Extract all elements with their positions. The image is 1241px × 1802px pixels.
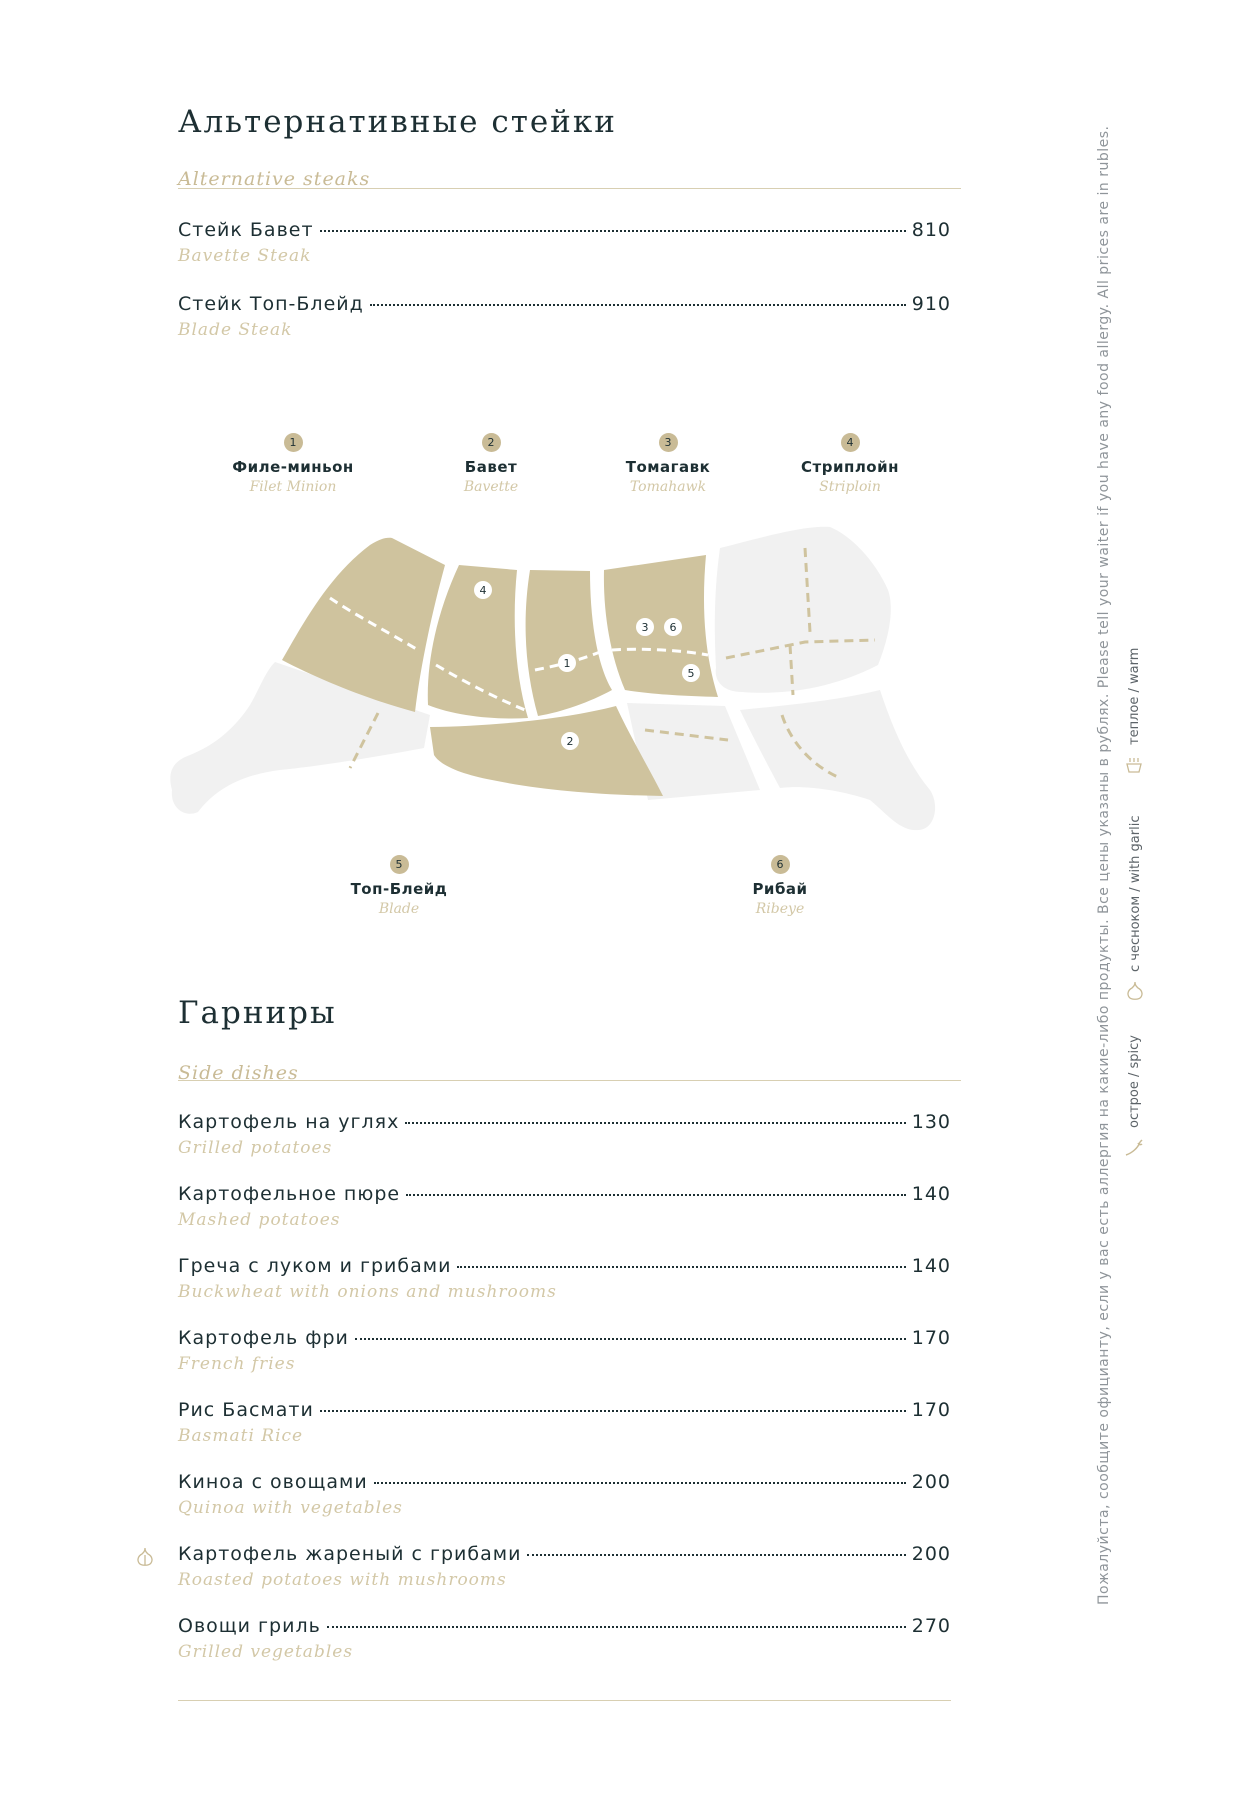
dot-leader (327, 1626, 906, 1628)
cut-label-blade (299, 853, 499, 917)
cut-name: Томагавк (625, 458, 711, 476)
section-subtitle-alt-steaks: Alternative steaks (178, 168, 371, 190)
menu-item-price: 810 (911, 219, 951, 241)
hind-leg-region (740, 690, 935, 830)
cut-name: Филе-миньон (232, 458, 354, 476)
cut-name-en: Bavette (463, 479, 519, 495)
menu-item-price: 910 (911, 293, 951, 315)
cut-number-badge: 1 (284, 433, 303, 452)
menu-item-price: 200 (911, 1471, 951, 1493)
dot-leader (527, 1554, 905, 1556)
dot-leader (374, 1482, 906, 1484)
cut-name-en: Striploin (819, 479, 881, 495)
menu-item (178, 1327, 951, 1374)
section-title-alt-steaks: Альтернативные стейки (178, 104, 617, 140)
menu-item-price: 200 (911, 1543, 951, 1565)
svg-text:5: 5 (687, 667, 695, 680)
menu-item-name: Картофель фри (178, 1327, 349, 1349)
menu-item-name: Картофель жареный с грибами (178, 1543, 522, 1565)
svg-text:4: 4 (479, 584, 487, 597)
menu-item-name: Картофельное пюре (178, 1183, 401, 1205)
svg-text:1: 1 (563, 657, 571, 670)
menu-item (178, 1399, 951, 1446)
bavette-region (430, 706, 663, 796)
cut-marker (636, 618, 654, 636)
cut-number-badge: 2 (482, 433, 501, 452)
legend-spicy-label: острое / spicy (1126, 1035, 1142, 1128)
cut-marker (682, 664, 700, 682)
section-title-sides: Гарниры (178, 995, 337, 1031)
menu-item (178, 1111, 951, 1158)
menu-item-price: 170 (911, 1399, 951, 1421)
menu-item-price: 270 (911, 1615, 951, 1637)
cut-name: Бавет (464, 458, 518, 476)
cut-number-badge: 3 (659, 433, 678, 452)
menu-item-translation: Quinoa with vegetables (178, 1498, 403, 1518)
legend-spicy (1125, 1035, 1143, 1158)
legend-warm (1125, 648, 1143, 775)
dot-leader (370, 304, 906, 306)
menu-item (178, 1471, 951, 1518)
legend-warm-label: теплое / warm (1126, 647, 1142, 745)
menu-item-translation: French fries (178, 1354, 296, 1374)
chili-pepper-icon (1124, 1139, 1144, 1157)
divider (178, 1700, 951, 1701)
cut-label-tomahawk (568, 431, 768, 495)
menu-item (178, 1615, 951, 1662)
divider (178, 188, 961, 189)
loin-region (526, 570, 612, 716)
legend-garlic-label: с чесноком / with garlic (1127, 815, 1143, 972)
divider (178, 1080, 961, 1081)
svg-text:3: 3 (641, 621, 649, 634)
dot-leader (320, 1410, 906, 1412)
garlic-icon (1126, 981, 1144, 1001)
dot-leader (457, 1266, 905, 1268)
section-subtitle-sides: Side dishes (178, 1062, 299, 1084)
menu-item-translation: Buckwheat with onions and mushrooms (178, 1282, 557, 1302)
cut-name-en: Blade (378, 901, 420, 917)
menu-item-translation: Blade Steak (178, 320, 293, 340)
cut-name: Стриплойн (801, 458, 899, 476)
cut-label-filet (193, 431, 393, 495)
cut-marker (561, 732, 579, 750)
menu-item-name: Стейк Топ-Блейд (178, 293, 364, 315)
allergy-notice: Пожалуйста, сообщите официанту, если у вас есть аллергия на какие-либо продукты. Все цены указаны в рублях. Please tell your waiter if you have any food allergy. All prices are in rubles. (1096, 125, 1112, 1605)
cut-name: Рибай (752, 880, 808, 898)
svg-text:2: 2 (566, 735, 574, 748)
menu-item-name: Греча с луком и грибами (178, 1255, 452, 1277)
menu-item-translation: Grilled vegetables (178, 1642, 354, 1662)
menu-item-price: 140 (911, 1183, 951, 1205)
warm-icon (1124, 756, 1144, 774)
menu-item (178, 1183, 951, 1230)
menu-item-price: 170 (911, 1327, 951, 1349)
menu-item-translation: Bavette Steak (178, 246, 312, 266)
menu-item-name: Овощи гриль (178, 1615, 321, 1637)
menu-item (178, 1255, 951, 1302)
menu-item-name: Картофель на углях (178, 1111, 400, 1133)
menu-item (178, 293, 951, 340)
menu-item-translation: Mashed potatoes (178, 1210, 341, 1230)
rump-region (715, 527, 891, 693)
cut-label-striploin (750, 431, 950, 495)
cut-label-bavette (391, 431, 591, 495)
cut-label-ribeye (680, 853, 880, 917)
cut-number-badge: 4 (841, 433, 860, 452)
menu-item (178, 219, 951, 266)
cut-name-en: Ribeye (755, 901, 805, 917)
menu-item-name: Стейк Бавет (178, 219, 314, 241)
cut-name-en: Filet Minion (249, 479, 337, 495)
dot-leader (355, 1338, 906, 1340)
sirloin-region (604, 555, 718, 697)
dot-leader (405, 1122, 905, 1124)
beef-cuts-diagram (160, 515, 950, 840)
menu-item-price: 130 (911, 1111, 951, 1133)
cut-name-en: Tomahawk (629, 479, 707, 495)
cut-marker (664, 618, 682, 636)
menu-item-name: Киноа с овощами (178, 1471, 368, 1493)
legend-garlic (1125, 816, 1145, 1000)
menu-item-translation: Roasted potatoes with mushrooms (178, 1570, 507, 1590)
cut-number-badge: 5 (390, 855, 409, 874)
garlic-icon (135, 1546, 155, 1568)
menu-item-name: Рис Басмати (178, 1399, 314, 1421)
cut-marker (474, 581, 492, 599)
cut-name: Топ-Блейд (350, 880, 448, 898)
dot-leader (406, 1194, 906, 1196)
dot-leader (320, 230, 906, 232)
cut-marker (558, 654, 576, 672)
menu-item-translation: Basmati Rice (178, 1426, 304, 1446)
svg-text:6: 6 (669, 621, 677, 634)
menu-item-price: 140 (911, 1255, 951, 1277)
menu-item-translation: Grilled potatoes (178, 1138, 333, 1158)
cut-number-badge: 6 (771, 855, 790, 874)
menu-item (178, 1543, 951, 1590)
